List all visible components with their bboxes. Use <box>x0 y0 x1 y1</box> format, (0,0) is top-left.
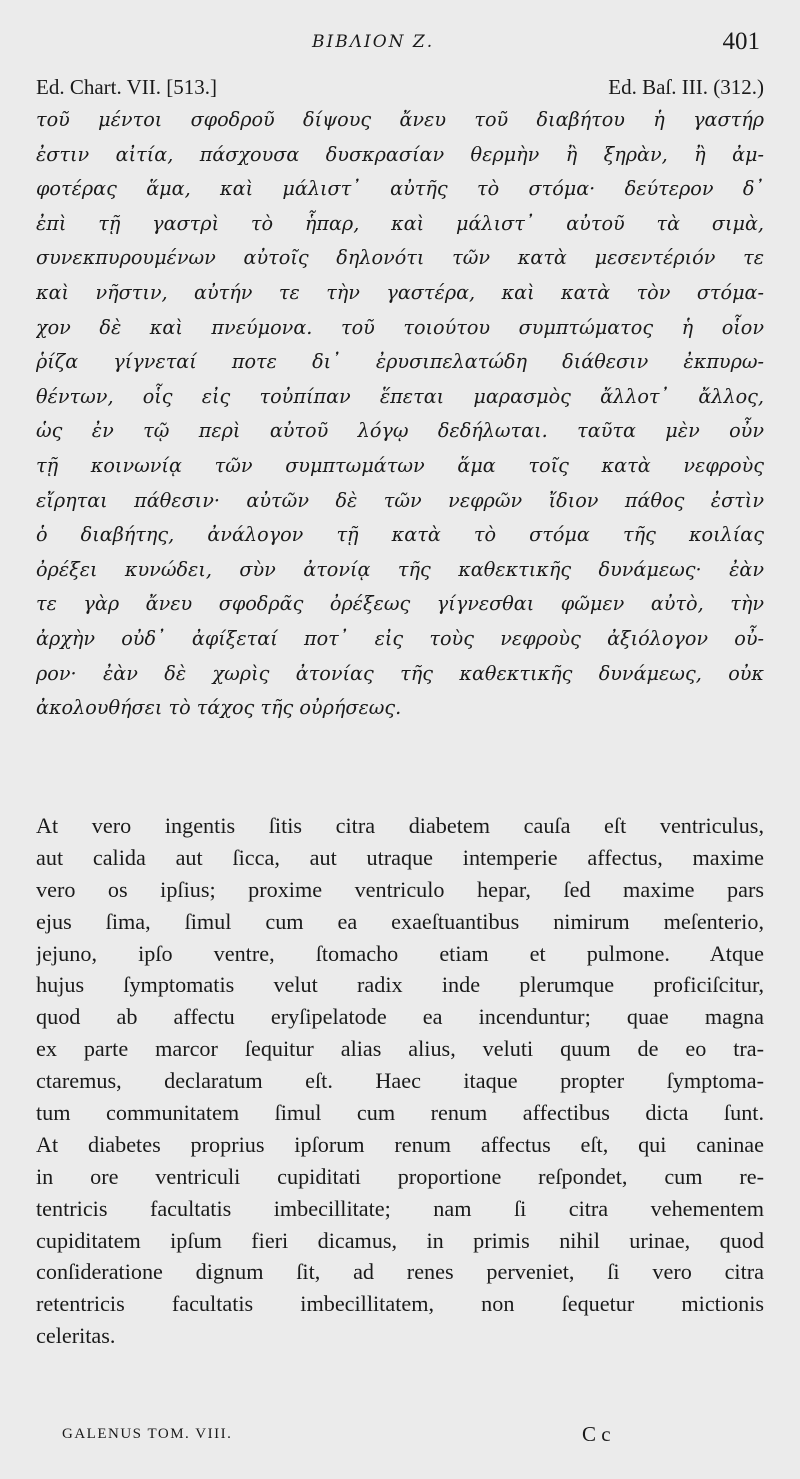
latin-text-line: aut calida aut ſicca, aut utraque intemperie affectus, maxime <box>36 844 764 870</box>
chartier-edition-ref: Ed. Chart. VII. [513.] <box>36 75 217 99</box>
signature-mark: GALENUS TOM. VIII. <box>62 1426 233 1442</box>
greek-text-line: ἀκολουθήσει τὸ τάχος τῆς οὐρήσεως. <box>36 696 402 720</box>
page-footer <box>36 1422 764 1452</box>
latin-text-line: jejuno, ipſo ventre, ſtomacho etiam et pulmone. Atque <box>36 940 764 966</box>
greek-text-line: ρον· ἐὰν δὲ χωρὶς ἀτονίας τῆς καθεκτικῆς δυνάμεως, οὐκ <box>36 661 764 685</box>
greek-text-line: ἀρχὴν οὐδ᾽ ἀφίξεταί ποτ᾽ εἰς τοὺς νεφροὺς ἀξιόλογον οὖ- <box>36 626 764 650</box>
greek-text-line: ῥίζα γίγνεταί ποτε δι᾽ ἐρυσιπελατώδη διάθεσιν ἐκπυρω- <box>36 350 764 374</box>
greek-text-line: τοῦ μέντοι σφοδροῦ δίψους ἄνευ τοῦ διαβήτου ἡ γαστήρ <box>36 108 764 131</box>
greek-text-line: εἴρηται πάθεσιν· αὐτῶν δὲ τῶν νεφρῶν ἴδιον πάθος ἐστὶν <box>36 488 764 512</box>
page-number: 401 <box>722 28 760 55</box>
greek-text-line: ἐπὶ τῇ γαστρὶ τὸ ἧπαρ, καὶ μάλιστ᾽ αὐτοῦ τὰ σιμὰ, <box>36 211 764 235</box>
latin-text-line: ctaremus, declaratum eſt. Haec itaque propter ſymptoma- <box>36 1068 764 1094</box>
basel-edition-ref: Ed. Baſ. III. (312.) <box>608 75 764 99</box>
latin-text-line: in ore ventriculi cupiditati proportione reſpondet, cum re- <box>36 1163 764 1189</box>
gathering-letter: C c <box>582 1422 611 1446</box>
latin-text-line: retentricis facultatis imbecillitatem, non ſequetur mictionis <box>36 1291 764 1317</box>
latin-text-line: ex parte marcor ſequitur alias alius, veluti quum de eo tra- <box>36 1036 764 1062</box>
latin-text-line: cupiditatem ipſum fieri dicamus, in primis nihil urinae, quod <box>36 1227 764 1253</box>
book-title: BIBΛΙΟΝ Ζ. <box>312 32 435 52</box>
latin-text-block <box>36 810 764 1352</box>
latin-text-line: vero os ipſius; proxime ventriculo hepar, ſed maxime pars <box>36 876 764 902</box>
greek-text-line: ὡς ἐν τῷ περὶ αὐτοῦ λόγῳ δεδήλωται. ταῦτα μὲν οὖν <box>36 419 764 443</box>
greek-text-line: τε γὰρ ἄνευ σφοδρᾶς ὀρέξεως γίγνεσθαι φῶμεν αὐτὸ, τὴν <box>36 592 764 616</box>
greek-text-line: καὶ νῆστιν, αὐτήν τε τὴν γαστέρα, καὶ κατὰ τὸν στόμα- <box>36 280 764 304</box>
greek-text-line: ὁ διαβήτης, ἀνάλογον τῇ κατὰ τὸ στόμα τῆς κοιλίας <box>36 523 764 547</box>
greek-text-line: συνεκπυρουμένων αὐτοῖς δηλονότι τῶν κατὰ μεσεντέριόν τε <box>36 246 764 270</box>
greek-text-block <box>36 103 764 726</box>
latin-text-line: At vero ingentis ſitis citra diabetem cauſa eſt ventriculus, <box>36 813 764 838</box>
greek-text-line: ὀρέξει κυνώδει, σὺν ἀτονίᾳ τῆς καθεκτικῆς δυνάμεως· ἐὰν <box>36 557 764 581</box>
greek-text-line: φοτέρας ἅμα, καὶ μάλιστ᾽ αὐτῆς τὸ στόμα· δεύτερον δ᾽ <box>36 177 764 201</box>
latin-text-line: tum communitatem ſimul cum renum affectibus dicta ſunt. <box>36 1100 764 1126</box>
running-head <box>0 22 800 62</box>
latin-text-line: conſideratione dignum ſit, ad renes perveniet, ſi vero citra <box>36 1259 764 1285</box>
greek-text-line: τῇ κοινωνίᾳ τῶν συμπτωμάτων ἅμα τοῖς κατὰ νεφροὺς <box>36 453 764 477</box>
latin-text-line: tentricis facultatis imbecillitate; nam ſi citra vehementem <box>36 1195 764 1221</box>
greek-text-line: χον δὲ καὶ πνεύμονα. τοῦ τοιούτου συμπτώματος ἡ οἷον <box>36 315 764 339</box>
latin-text-line: At diabetes proprius ipſorum renum affectus eſt, qui caninae <box>36 1131 764 1157</box>
latin-text-line: hujus ſymptomatis velut radix inde plerumque proficiſcitur, <box>36 972 764 998</box>
latin-text-line: celeritas. <box>36 1323 116 1349</box>
edition-references <box>36 75 764 105</box>
greek-text-line: θέντων, οἷς εἰς τοὐπίπαν ἕπεται μαρασμὸς ἄλλοτ᾽ ἄλλος, <box>36 384 764 408</box>
latin-text-line: quod ab affectu eryſipelatode ea incenduntur; quae magna <box>36 1004 764 1030</box>
greek-text-line: ἐστιν αἰτία, πάσχουσα δυσκρασίαν θερμὴν ἢ ξηρὰν, ἢ ἀμ- <box>36 142 764 166</box>
latin-text-line: ejus ſima, ſimul cum ea exaeſtuantibus nimirum meſenterio, <box>36 908 764 934</box>
